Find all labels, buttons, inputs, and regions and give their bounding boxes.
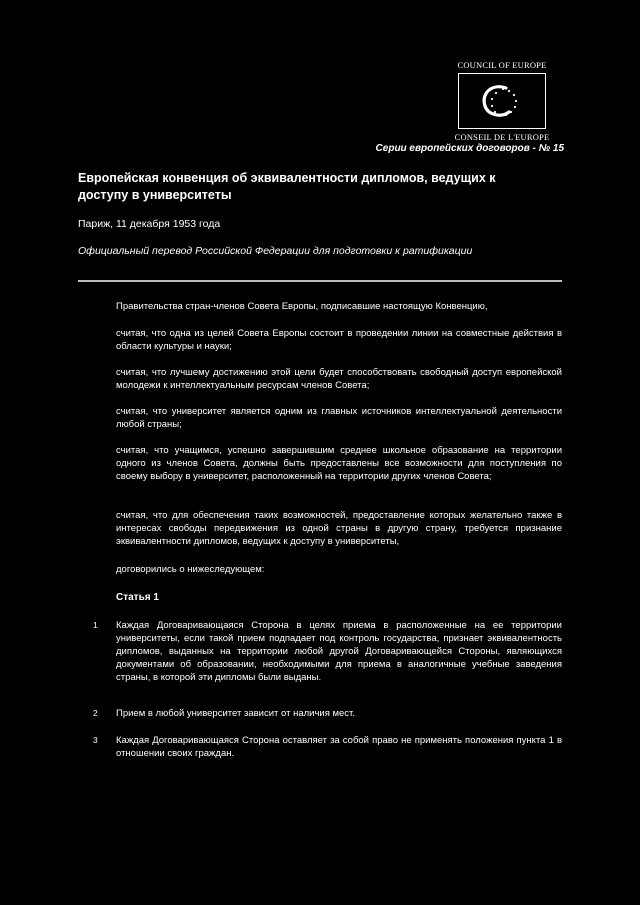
document-title: Европейская конвенция об эквивалентности дипломов, ведущих к доступу в университеты xyxy=(78,171,496,202)
article-item-number: 3 xyxy=(93,735,98,745)
article-item-text: Каждая Договаривающаяся Сторона в целях приема в расположенные на ее территории университеты, если такой прием подпадает под контроль государства, признает эквивалентность дипломов, выданных на территории любой другой Договаривающейся Стороны, являющихся документами об образовании, необходимыми для приема в аналогичные учебные заведения страны, в которой эти дипломы были выданы. xyxy=(116,620,562,683)
preamble-paragraph: считая, что университет является одним из главных источников интеллектуальной деятельности любой страны; xyxy=(116,406,562,430)
divider xyxy=(78,280,562,282)
preamble-paragraph: Правительства стран-членов Совета Европы, подписавшие настоящую Конвенцию, xyxy=(116,301,488,312)
council-of-europe-logo xyxy=(450,60,554,142)
logo-frame xyxy=(458,73,546,129)
preamble-paragraph: считая, что учащимся, успешно завершившим среднее школьное образование на территории одного из членов Совета, должны быть предоставлены все возможности для поступления по своему выбору в университет, расположенный на территории других членов Совета; xyxy=(116,445,562,482)
translation-note: Официальный перевод Российской Федерации для подготовки к ратификации xyxy=(78,245,473,257)
article-title: Статья 1 xyxy=(116,592,159,603)
preamble-paragraph: считая, что одна из целей Совета Европы состоит в проведении линии на совместные действия в области культуры и науки; xyxy=(116,328,562,352)
article-item-number: 2 xyxy=(93,708,98,718)
logo-top-text: COUNCIL OF EUROPE xyxy=(457,60,547,70)
agreed-clause: договорились о нижеследующем: xyxy=(116,564,265,575)
treaty-series-label: Серии европейских договоров - № 15 xyxy=(375,143,564,154)
article-item-text: Прием в любой университет зависит от наличия мест. xyxy=(116,708,355,719)
council-of-europe-emblem-icon xyxy=(459,74,545,128)
preamble-paragraph: считая, что лучшему достижению этой цели будет способствовать свободный доступ европейской молодежи к интеллектуальным ресурсам членов Совета; xyxy=(116,367,562,391)
article-item-number: 1 xyxy=(93,620,98,630)
article-item-text: Каждая Договаривающаяся Сторона оставляет за собой право не применять положения пункта 1 в отношении своих граждан. xyxy=(116,735,562,759)
preamble-paragraph: считая, что для обеспечения таких возможностей, предоставление которых желательно также в интересах свободы передвижения из одной страны в другую страну, требуется признание эквивалентности дипломов, ведущих к доступу в университеты, xyxy=(116,510,562,547)
date-place: Париж, 11 декабря 1953 года xyxy=(78,218,221,230)
logo-bottom-text: CONSEIL DE L'EUROPE xyxy=(454,132,550,142)
